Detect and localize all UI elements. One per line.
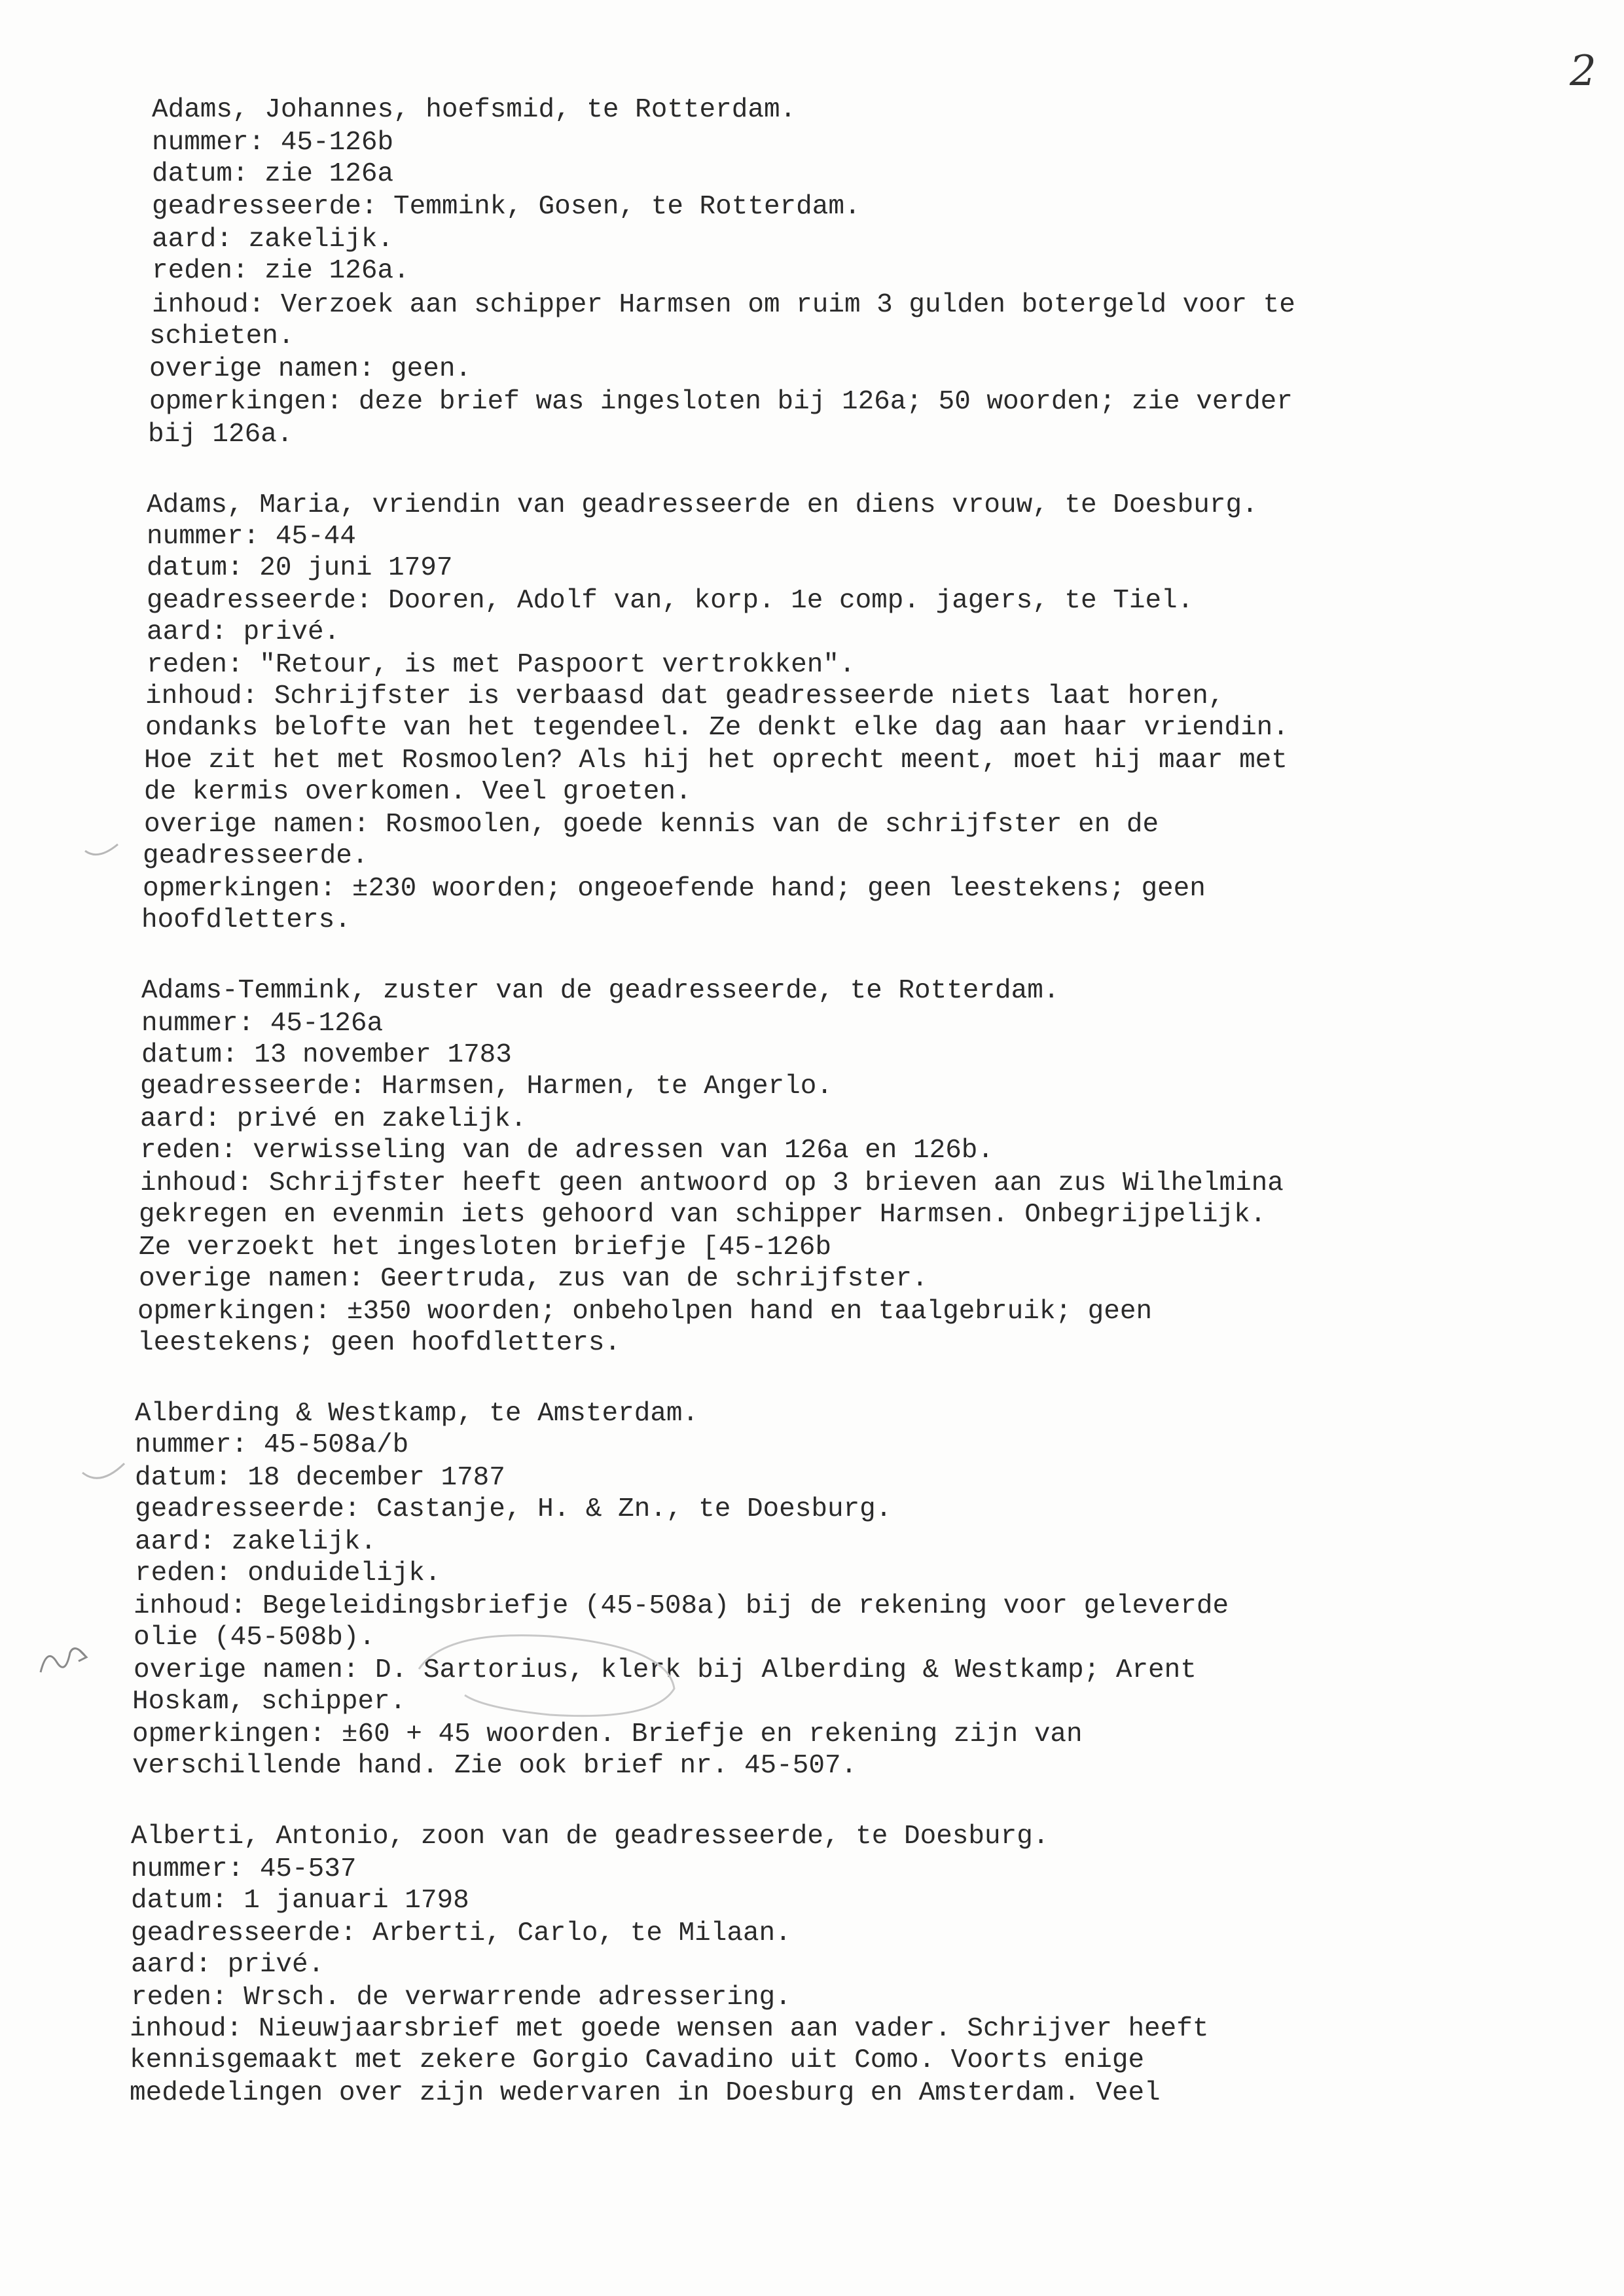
entry-field: geadresseerde. [143, 841, 369, 871]
entry-field: inhoud: Nieuwjaarsbrief met goede wensen aan vader. Schrijver heeft [130, 2014, 1209, 2044]
page-number: 2 [1570, 47, 1597, 96]
entry-field: inhoud: Begeleidingsbriefje (45-508a) bij de rekening voor geleverde [134, 1591, 1229, 1621]
entry-heading: Alberti, Antonio, zoon van de geadresseerde, te Doesburg. [131, 1821, 1049, 1852]
entry-field: datum: 13 november 1783 [141, 1040, 512, 1070]
entry-field: nummer: 45-126a [141, 1009, 384, 1039]
entry-field: datum: 20 juni 1797 [147, 553, 453, 583]
entry-field: datum: 18 december 1787 [135, 1463, 505, 1493]
entry-heading: Alberding & Westkamp, te Amsterdam. [135, 1399, 699, 1429]
entry-field: Hoe zit het met Rosmoolen? Als hij het oprecht meent, moet hij maar met [144, 745, 1288, 776]
entry-field: geadresseerde: Arberti, Carlo, te Milaan. [131, 1918, 791, 1948]
entry-field: kennisgemaakt met zekere Gorgio Cavadino uit Como. Voorts enige [130, 2045, 1145, 2075]
entry-field: opmerkingen: ±230 woorden; ongeoefende hand; geen leestekens; geen [143, 874, 1206, 904]
entry-heading: Adams, Johannes, hoefsmid, te Rotterdam. [152, 95, 797, 125]
entry-field: mededelingen over zijn wedervaren in Doesburg en Amsterdam. Veel [130, 2078, 1161, 2108]
entry-field: datum: zie 126a [152, 159, 394, 189]
entry-field: gekregen en evenmin iets gehoord van schipper Harmsen. Onbegrijpelijk. [139, 1200, 1267, 1230]
entry-field: olie (45-508b). [134, 1623, 376, 1653]
entry-field: hoofdletters. [141, 905, 351, 935]
entry-field: inhoud: Schrijfster is verbaasd dat geadresseerde niets laat horen, [145, 681, 1225, 711]
entry-field: aard: zakelijk. [152, 224, 394, 255]
entry-field: reden: "Retour, is met Paspoort vertrokken". [147, 650, 856, 680]
entry-field: Hoskam, schipper. [132, 1687, 406, 1717]
entry-field: overige namen: geen. [149, 354, 472, 384]
entry-field: nummer: 45-126b [152, 128, 394, 158]
entry-field: Ze verzoekt het ingesloten briefje [45-126b [139, 1232, 831, 1263]
pencil-arc-mark [77, 1449, 136, 1488]
entry-field: overige namen: Rosmoolen, goede kennis van de schrijfster en de [144, 810, 1159, 840]
entry-field: reden: verwisseling van de adressen van 126a en 126b. [140, 1136, 994, 1166]
entry-field: aard: privé. [131, 1950, 325, 1980]
entry-field: nummer: 45-44 [147, 522, 356, 552]
entry-field: inhoud: Verzoek aan schipper Harmsen om ruim 3 gulden botergeld voor te [152, 290, 1295, 320]
entry-field: opmerkingen: deze brief was ingesloten bij 126a; 50 woorden; zie verder [149, 387, 1293, 417]
entry-field: geadresseerde: Harmsen, Harmen, te Angerlo. [140, 1071, 833, 1102]
entry-field: opmerkingen: ±60 + 45 woorden. Briefje en rekening zijn van [132, 1719, 1083, 1749]
entry-field: reden: zie 126a. [152, 256, 410, 286]
entry-field: aard: zakelijk. [135, 1527, 377, 1557]
entry-field: aard: privé en zakelijk. [140, 1104, 527, 1134]
entry-field: reden: onduidelijk. [135, 1558, 441, 1588]
entry-field: aard: privé. [147, 617, 340, 647]
entry-field: schieten. [149, 321, 295, 351]
entry-field: bij 126a. [148, 420, 293, 450]
entry-field: nummer: 45-508a/b [135, 1430, 409, 1460]
entry-field: datum: 1 januari 1798 [131, 1886, 469, 1916]
pencil-oval-mark [406, 1617, 694, 1728]
entry-heading: Adams-Temmink, zuster van de geadresseerde, te Rotterdam. [141, 976, 1060, 1006]
entry-field: opmerkingen: ±350 woorden; onbeholpen hand en taalgebruik; geen [137, 1297, 1153, 1327]
entry-field: leestekens; geen hoofdletters. [137, 1328, 621, 1358]
entry-field: geadresseerde: Temmink, Gosen, te Rotterdam. [152, 192, 861, 222]
entry-field: geadresseerde: Dooren, Adolf van, korp. 1e comp. jagers, te Tiel. [147, 586, 1194, 616]
entry-field: geadresseerde: Castanje, H. & Zn., te Doesburg. [135, 1494, 892, 1524]
entry-field: inhoud: Schrijfster heeft geen antwoord op 3 brieven aan zus Wilhelmina [140, 1168, 1284, 1198]
entry-field: verschillende hand. Zie ook brief nr. 45-507. [132, 1751, 857, 1781]
entry-field: nummer: 45-537 [131, 1854, 357, 1884]
pencil-arc-mark [79, 825, 131, 864]
entry-heading: Adams, Maria, vriendin van geadresseerde en diens vrouw, te Doesburg. [147, 490, 1258, 520]
entry-field: overige namen: Geertruda, zus van de schrijfster. [139, 1264, 928, 1294]
entry-field: reden: Wrsch. de verwarrende adressering. [131, 1982, 791, 2013]
pencil-arrow-mark [34, 1636, 99, 1689]
entry-field: ondanks belofte van het tegendeel. Ze denkt elke dag aan haar vriendin. [145, 713, 1289, 743]
entry-field: overige namen: D. Sartorius, klerk bij Alberding & Westkamp; Arent [134, 1655, 1197, 1685]
entry-field: de kermis overkomen. Veel groeten. [144, 777, 692, 807]
